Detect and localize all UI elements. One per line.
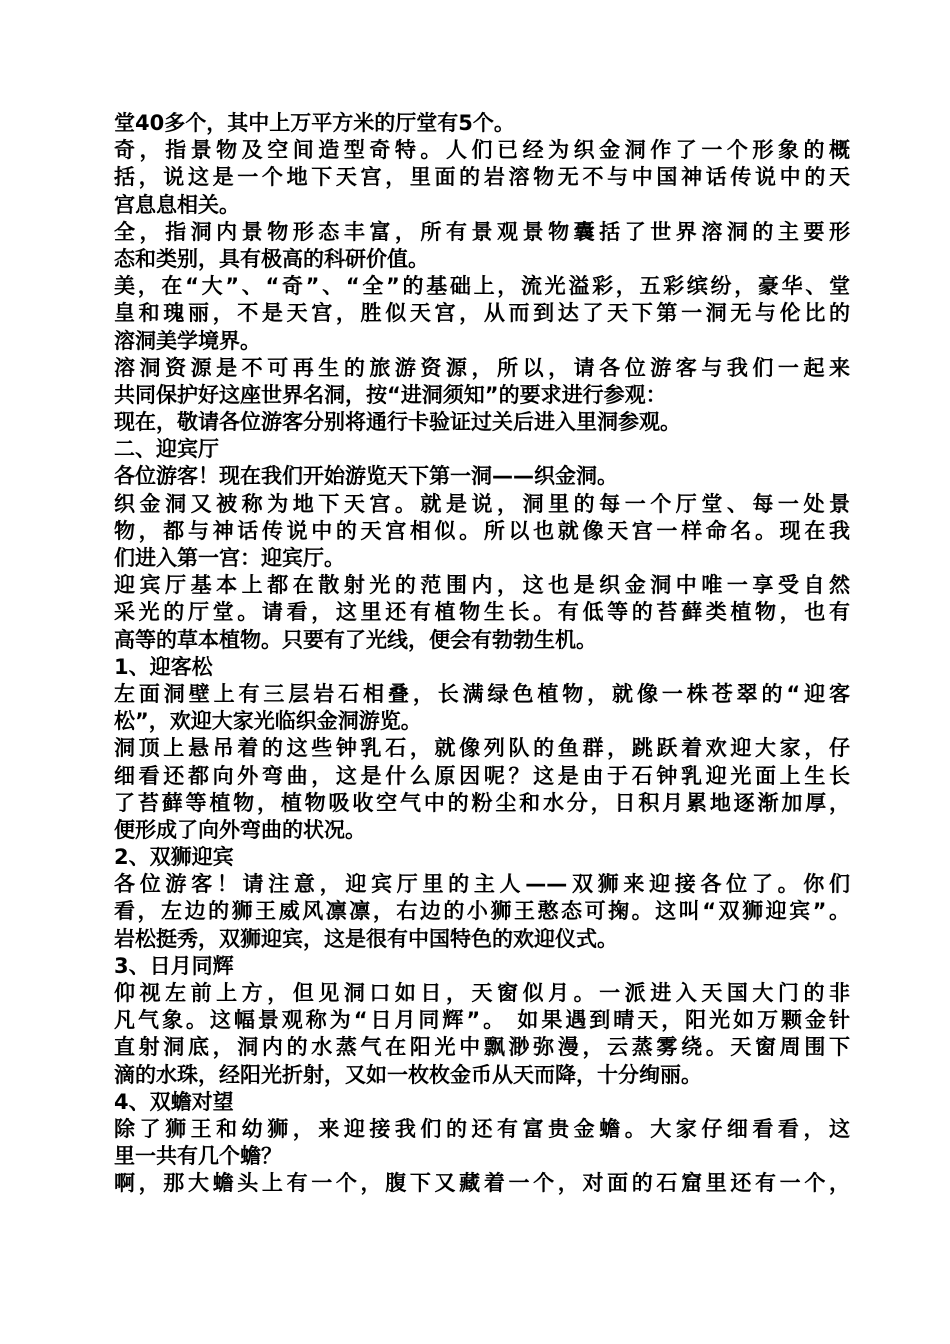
text-line: 岩松挺秀，双狮迎宾，这是很有中国特色的欢迎仪式。 <box>114 926 618 951</box>
text-line: 直射洞底，洞内的水蒸气在阳光中飘渺弥漫，云蒸雾绕。天窗周围下 <box>114 1035 850 1060</box>
subsection-heading: 2、双狮迎宾 <box>114 845 234 870</box>
text-line: 共同保护好这座世界名洞，按“进洞须知”的要求进行参观： <box>114 382 667 407</box>
text-line: 高等的草本植物。只要有了光线，便会有勃勃生机。 <box>114 627 597 652</box>
text-line: 态和类别，具有极高的科研价值。 <box>114 246 429 271</box>
text-line: 仰视左前上方，但见洞口如日，天窗似月。一派进入天国大门的非 <box>114 981 850 1005</box>
text-line: 奇，指景物及空间造型奇特。人们已经为织金洞作了一个形象的概 <box>114 138 850 163</box>
text-line: 便形成了向外弯曲的状况。 <box>114 817 366 842</box>
text-line: 物，都与神话传说中的天宫相似。所以也就像天宫一样命名。现在我 <box>114 518 850 543</box>
text-line: 迎宾厅基本上都在散射光的范围内，这也是织金洞中唯一享受自然 <box>114 573 850 598</box>
text-line: 滴的水珠，经阳光折射，又如一枚枚金币从天而降，十分绚丽。 <box>114 1062 702 1087</box>
text-line: 除了狮王和幼狮，来迎接我们的还有富贵金蟾。大家仔细看看，这 <box>114 1116 850 1141</box>
document-body <box>114 110 850 1198</box>
text-line: 堂40多个，其中上万平方米的厅堂有5个。 <box>114 111 515 135</box>
text-line: 括，说这是一个地下天宫，里面的岩溶物无不与中国神话传说中的天 <box>114 165 850 190</box>
text-line: 皇和瑰丽，不是天宫，胜似天宫，从而到达了天下第一洞无与伦比的 <box>114 301 850 326</box>
text-line: 了苔藓等植物，植物吸收空气中的粉尘和水分，日积月累地逐渐加厚， <box>114 790 850 815</box>
text-line: 采光的厅堂。请看，这里还有植物生长。有低等的苔藓类植物，也有 <box>114 600 850 625</box>
text-line: 织金洞又被称为地下天宫。就是说，洞里的每一个厅堂、每一处景 <box>114 491 850 516</box>
text-line: 细看还都向外弯曲，这是什么原因呢？这是由于石钟乳迎光面上生长 <box>114 763 850 788</box>
text-line: 们进入第一宫：迎宾厅。 <box>114 546 345 570</box>
text-line: 现在，敬请各位游客分别将通行卡验证过关后进入里洞参观。 <box>114 410 681 435</box>
text-line: 各位游客！现在我们开始游览天下第一洞——织金洞。 <box>114 464 618 489</box>
text-line: 看，左边的狮王威风凛凛，右边的小狮王憨态可掬。这叫“双狮迎宾”。 <box>114 899 850 924</box>
text-line: 溶洞资源是不可再生的旅游资源，所以，请各位游客与我们一起来 <box>114 355 850 380</box>
text-line: 宫息息相关。 <box>114 192 240 217</box>
text-line: 凡气象。这幅景观称为“日月同辉”。 如果遇到晴天，阳光如万颗金针 <box>114 1008 850 1033</box>
subsection-heading: 3、日月同辉 <box>114 953 234 978</box>
text-line: 左面洞壁上有三层岩石相叠，长满绿色植物，就像一株苍翠的“迎客 <box>114 681 850 706</box>
text-line: 啊，那大蟾头上有一个，腹下又藏着一个，对面的石窟里还有一个， <box>114 1171 850 1196</box>
text-line: 里一共有几个蟾？ <box>114 1144 282 1169</box>
text-line: 溶洞美学境界。 <box>114 328 261 353</box>
subsection-heading: 1、迎客松 <box>114 654 213 679</box>
section-heading: 二、迎宾厅 <box>114 437 219 462</box>
text-line: 松”，欢迎大家光临织金洞游览。 <box>114 709 422 734</box>
text-line: 洞顶上悬吊着的这些钟乳石，就像列队的鱼群，跳跃着欢迎大家，仔 <box>114 736 850 761</box>
text-line: 全，指洞内景物形态丰富，所有景观景物囊括了世界溶洞的主要形 <box>114 219 850 244</box>
text-line: 各位游客！请注意，迎宾厅里的主人——双狮来迎接各位了。你们 <box>114 872 850 897</box>
text-line: 美，在“大”、“奇”、“全”的基础上，流光溢彩，五彩缤纷，豪华、堂 <box>114 274 850 299</box>
subsection-heading: 4、双蟾对望 <box>114 1089 234 1114</box>
